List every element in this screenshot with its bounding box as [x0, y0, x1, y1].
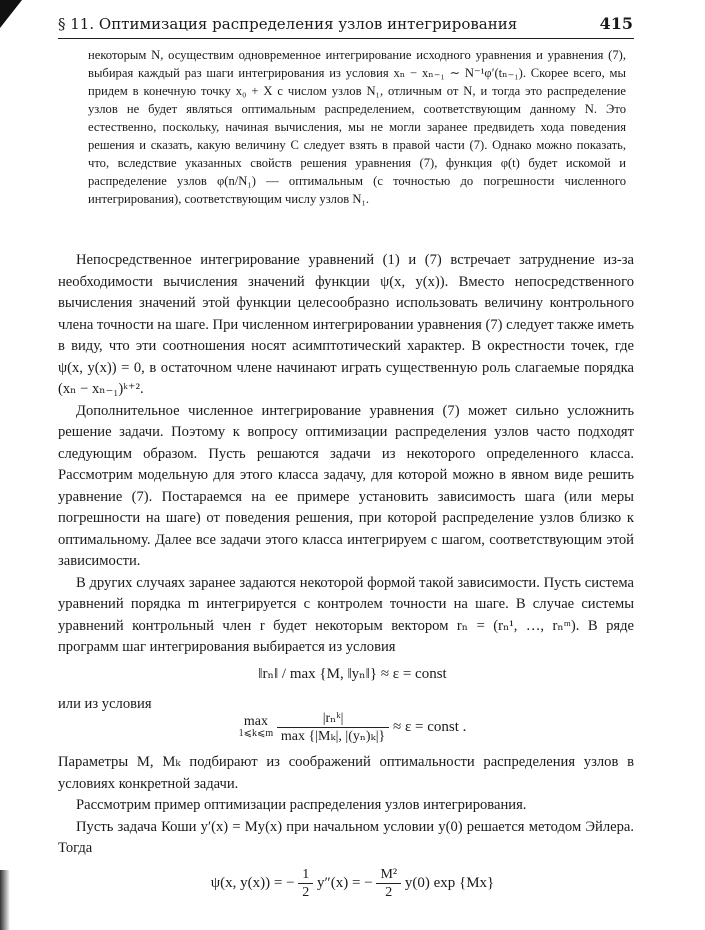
formula-1-text: ‖rₙ‖ / max {M, ‖yₙ‖} ≈ ε = const — [258, 666, 447, 682]
formula-3-frac1-numerator: 1 — [298, 866, 313, 884]
paragraph-4: Параметры M, Mₖ подбирают из соображений оптимальности распределения узлов в условиях конкретной задачи. — [58, 754, 634, 792]
formula-2-numerator: |rₙᵏ| — [277, 710, 389, 728]
small-paragraph-text: некоторым N, осуществим одновременное интегрирование исходного уравнения и уравнения (7), выбирая каждый раз шаги интегрирования из условия xₙ − xₙ₋₁ ∼ N⁻¹φ′(tₙ₋₁). Скорее всего, мы придем в конечную точку x₀ + X с числом узлов N₁, отличным от N, и тогда это распределение узлов не будет являться оптимальным распределением, соответствующим данному N. Это естественно, поскольку, начиная вычисления, мы не могли заранее предвидеть хода поведения решения и сказать, какую величину C следует взять в правой части (7). Однако можно показать, что, вследствие указанных свойств решения уравнения (7), функция φ(t) будет искомой и распределение узлов φ(n/N₁) — оптимальным (с точностью до погрешности численного интегрирования), соответствующим числу узлов N₁. — [88, 48, 626, 206]
paragraph-3: В других случаях заранее задаются некоторой формой такой зависимости. Пусть система уравнений порядка m интегрируется с контролем точности на шаге. В случае системы уравнений контрольный член r будет некоторым вектором rₙ = (rₙ¹, …, rₙᵐ). В ряде программ шаг интегрирования выбирается из условия — [58, 574, 634, 655]
section-title: § 11. Оптимизация распределения узлов интегрирования — [58, 15, 518, 33]
formula-2-fraction — [277, 710, 389, 745]
paragraph-1: Непосредственное интегрирование уравнений (1) и (7) встречает затруднение из-за необходимости вычисления значений функции ψ(x, y(x)). Вместо непосредственного вычисления значений этой функции целесообразно использовать величину контрольного члена точности на шаге. При численном интегрировании уравнения (7) следует также иметь в виду, что эти соотношения носят асимптотический характер. В окрестности точек, где ψ(x, y(x)) = 0, в остаточном члене начинают играть существенную роль слагаемые порядка (xₙ − xₙ₋₁)ᵏ⁺². — [58, 252, 634, 397]
small-print-paragraph — [88, 46, 626, 208]
scan-corner-mark — [0, 0, 22, 28]
formula-2-max — [238, 713, 274, 740]
formula-3-fraction-half — [298, 866, 313, 901]
formula-3-middle: y″(x) = − — [317, 874, 373, 891]
formula-2-tail: ≈ ε = const . — [392, 718, 467, 735]
main-text-block-1 — [58, 250, 634, 659]
page-number: 415 — [599, 14, 633, 33]
formula-3-rhs: y(0) exp {Mx} — [404, 874, 495, 891]
formula-3-fraction-m2 — [376, 866, 401, 901]
paragraph-6: Пусть задача Коши y′(x) = My(x) при начальном условии y(0) решается методом Эйлера. Тогда — [58, 818, 634, 856]
paragraph-5: Рассмотрим пример оптимизации распределения узлов интегрирования. — [76, 797, 527, 813]
formula-step-condition-2 — [0, 710, 705, 745]
main-text-block-2 — [58, 752, 634, 860]
formula-step-condition-1 — [0, 664, 705, 683]
formula-psi — [0, 866, 705, 901]
formula-3-frac2-denominator: 2 — [385, 885, 393, 900]
paragraph-2: Дополнительное численное интегрирование уравнения (7) может сильно усложнить решение задачи. Поэтому к вопросу оптимизации распределения узлов часто подходят следующим образом. Пусть решаются задачи из некоторого определенного класса. Рассмотрим модельную для этого класса задачу, для которой можно в явном виде решить уравнение (7). Постараемся на ее примере установить зависимость шага (или меры погрешности на шаге) от поведения решения, при которой распределение узлов близко к оптимальному. Далее все задачи этого класса интегрируем с шагом, соответствующим этой зависимости. — [58, 402, 634, 569]
formula-2-denominator: max {|Mₖ|, |(yₙ)ₖ|} — [280, 729, 386, 744]
running-header — [58, 14, 633, 36]
formula-2-max-range: 1⩽k⩽m — [238, 727, 274, 739]
header-rule — [58, 38, 634, 39]
formula-2-max-label: max — [243, 713, 268, 729]
or-condition-text: или из условия — [58, 696, 152, 712]
formula-3-lhs: ψ(x, y(x)) = − — [210, 874, 295, 891]
formula-3-frac2-numerator: M² — [376, 866, 401, 884]
formula-3-frac1-denominator: 2 — [302, 885, 310, 900]
